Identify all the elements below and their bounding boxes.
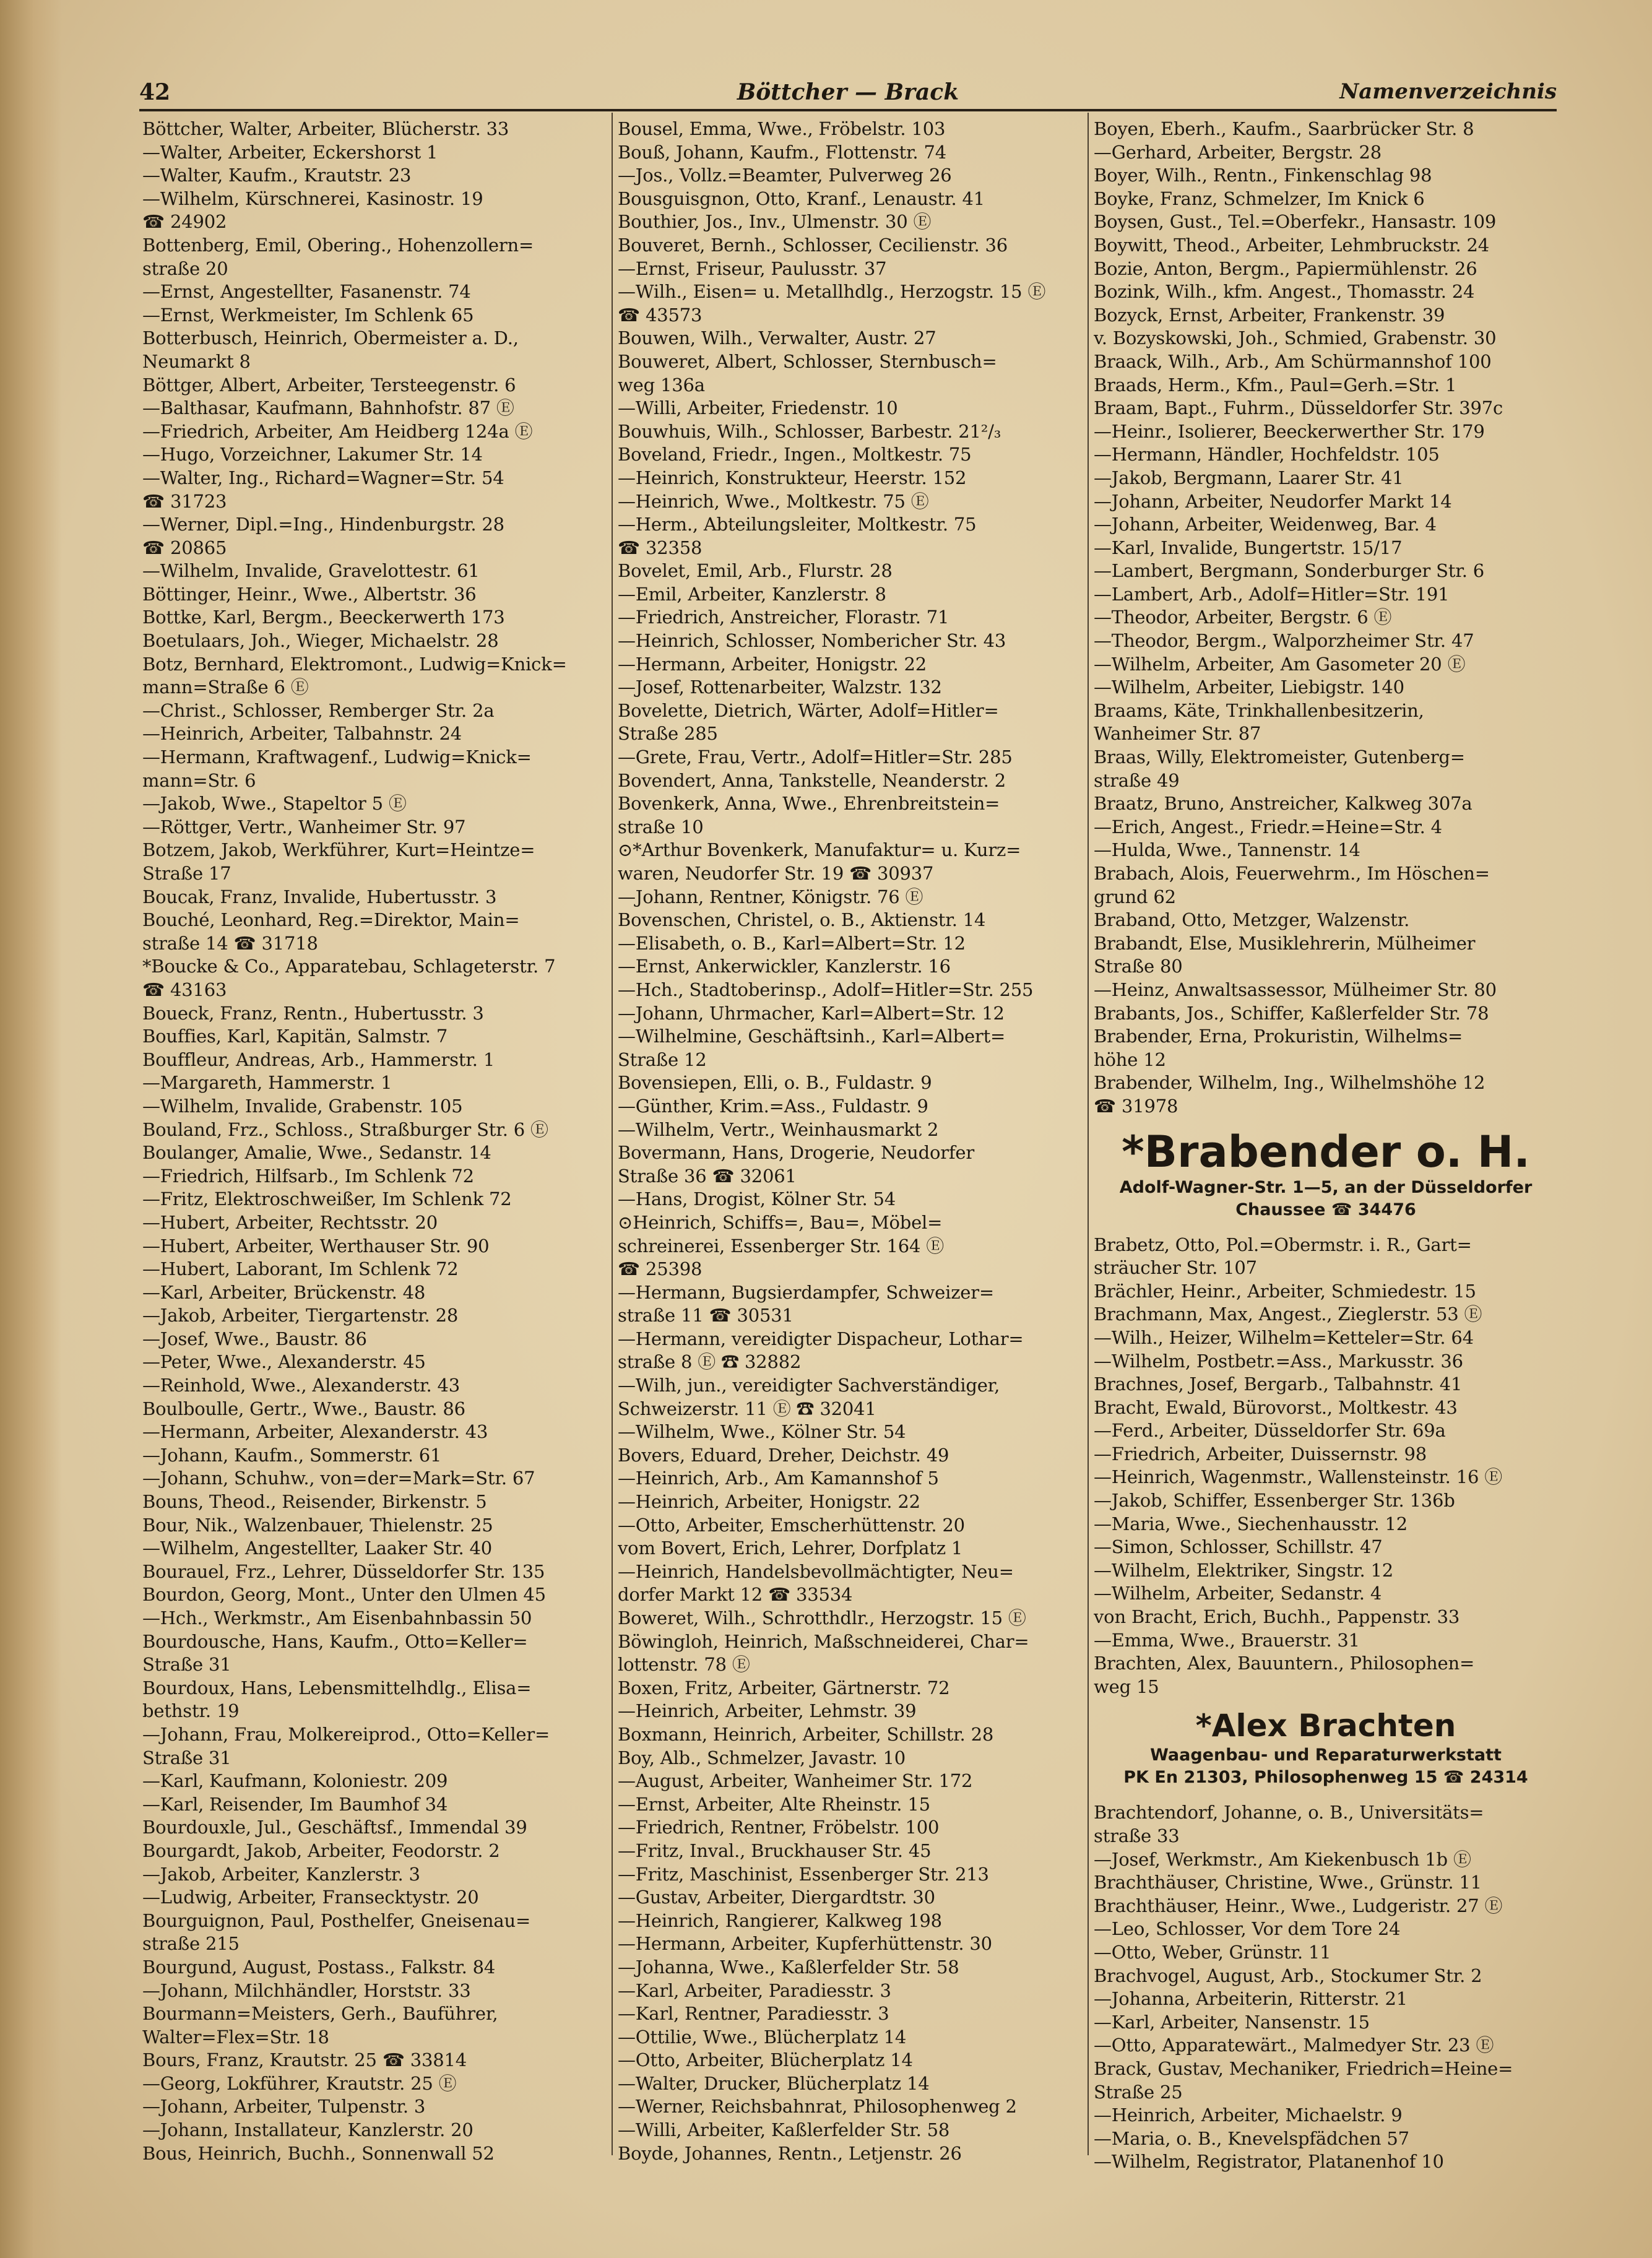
directory-entry: —Hubert, Arbeiter, Rechtsstr. 20	[142, 1211, 438, 1233]
directory-entry: Brabender, Wilhelm, Ing., Wilhelmshöhe 12	[1094, 1072, 1486, 1094]
directory-entry: Bottenberg, Emil, Obering., Hohenzollern=	[142, 234, 534, 256]
directory-entry: ☎ 20865	[142, 537, 227, 558]
directory-entry: —Heinrich, Wagenmstr., Wallensteinstr. 16 Ⓔ	[1094, 1466, 1503, 1488]
directory-entry: —Heinrich, Rangierer, Kalkweg 198	[618, 1910, 942, 1931]
directory-entry: —Grete, Frau, Vertr., Adolf=Hitler=Str. 285	[618, 746, 1013, 768]
directory-entry: —Georg, Lokführer, Krautstr. 25 Ⓔ	[142, 2072, 457, 2094]
entry-list	[618, 118, 1082, 2165]
directory-entry: —Johann, Kaufm., Sommerstr. 61	[142, 1444, 442, 1466]
directory-entry: —Wilhelmine, Geschäftsinh., Karl=Albert=	[618, 1026, 1006, 1047]
directory-entry: —Karl, Kaufmann, Koloniestr. 209	[142, 1770, 448, 1792]
directory-entry: —Josef, Rottenarbeiter, Walzstr. 132	[618, 677, 942, 698]
directory-entry: —Wilhelm, Angestellter, Laaker Str. 40	[142, 1538, 493, 1559]
directory-entry: Boucak, Franz, Invalide, Hubertusstr. 3	[142, 886, 497, 907]
directory-entry: —Johann, Arbeiter, Neudorfer Markt 14	[1094, 490, 1452, 512]
directory-entry: straße 49	[1094, 769, 1180, 791]
directory-entry: —Johann, Arbeiter, Tulpenstr. 3	[142, 2096, 426, 2117]
directory-entry: Braas, Willy, Elektromeister, Gutenberg=	[1094, 746, 1465, 768]
directory-entry: —Otto, Arbeiter, Blücherplatz 14	[618, 2049, 913, 2071]
directory-entry: —Friedrich, Anstreicher, Florastr. 71	[618, 607, 949, 628]
directory-entry: —Heinrich, Wwe., Moltkestr. 75 Ⓔ	[618, 490, 929, 512]
directory-entry: straße 8 Ⓔ ☎ 32882	[618, 1351, 802, 1373]
directory-entry: —Fritz, Elektroschweißer, Im Schlenk 72	[142, 1188, 512, 1210]
directory-entry: Bourguignon, Paul, Posthelfer, Gneisenau=	[142, 1910, 531, 1931]
directory-entry: Straße 80	[1094, 956, 1183, 977]
directory-entry: Bourdoux, Hans, Lebensmittelhdlg., Elisa=	[142, 1677, 532, 1698]
directory-entry: —Karl, Reisender, Im Baumhof 34	[142, 1793, 448, 1815]
directory-entry: Bovensiepen, Elli, o. B., Fuldastr. 9	[618, 1072, 932, 1094]
directory-entry: Bozyck, Ernst, Arbeiter, Frankenstr. 39	[1094, 304, 1445, 326]
directory-entry: —Ernst, Werkmeister, Im Schlenk 65	[142, 304, 474, 326]
ad-company-name: *Alex Brachten	[1195, 1708, 1456, 1744]
directory-entry: —Wilh., Heizer, Wilhelm=Ketteler=Str. 64	[1094, 1326, 1474, 1348]
directory-entry: *Boucke & Co., Apparatebau, Schlageterstr. 7	[142, 956, 556, 977]
directory-entry: —Ernst, Arbeiter, Alte Rheinstr. 15	[618, 1793, 930, 1815]
directory-entry: waren, Neudorfer Str. 19 ☎ 30937	[618, 863, 934, 884]
entry-list	[1094, 1234, 1558, 1699]
directory-entry: —Josef, Werkmstr., Am Kiekenbusch 1b Ⓔ	[1094, 1848, 1471, 1870]
directory-entry: Boywitt, Theod., Arbeiter, Lehmbruckstr. 24	[1094, 234, 1490, 256]
ad-address: Chaussee ☎ 34476	[1235, 1200, 1416, 1219]
directory-entry: —Jakob, Schiffer, Essenberger Str. 136b	[1094, 1490, 1455, 1512]
directory-entry: Boyer, Wilh., Rentn., Finkenschlag 98	[1094, 165, 1432, 186]
entry-list	[142, 118, 607, 2165]
directory-entry: Bousel, Emma, Wwe., Fröbelstr. 103	[618, 118, 946, 139]
directory-entry: Bouland, Frz., Schloss., Straßburger Str. 6 Ⓔ	[142, 1118, 548, 1140]
directory-entry: —Willi, Arbeiter, Friedenstr. 10	[618, 397, 898, 419]
directory-entry: —Heinr., Isolierer, Beeckerwerther Str. 179	[1094, 420, 1485, 442]
directory-entry: —Hermann, Händler, Hochfeldstr. 105	[1094, 444, 1440, 465]
directory-entry: —Werner, Dipl.=Ing., Hindenburgstr. 28	[142, 514, 504, 535]
directory-entry: —Karl, Arbeiter, Nansenstr. 15	[1094, 2011, 1370, 2033]
directory-entry: Bourdousche, Hans, Kaufm., Otto=Keller=	[142, 1630, 528, 1652]
directory-entry: Boulanger, Amalie, Wwe., Sedanstr. 14	[142, 1142, 491, 1164]
directory-entry: Bouß, Johann, Kaufm., Flottenstr. 74	[618, 141, 946, 163]
directory-entry: Bouché, Leonhard, Reg.=Direktor, Main=	[142, 909, 520, 931]
directory-entry: straße 14 ☎ 31718	[142, 932, 318, 954]
directory-entry: —Karl, Arbeiter, Brückenstr. 48	[142, 1281, 426, 1303]
directory-entry: mann=Straße 6 Ⓔ	[142, 677, 309, 698]
directory-entry: —Heinrich, Arbeiter, Lehmstr. 39	[618, 1700, 917, 1722]
directory-entry: Straße 285	[618, 723, 718, 745]
directory-entry: —Elisabeth, o. B., Karl=Albert=Str. 12	[618, 932, 966, 954]
directory-entry: —Jakob, Wwe., Stapeltor 5 Ⓔ	[142, 793, 407, 815]
entry-list	[1094, 118, 1558, 1118]
directory-entry: Botzem, Jakob, Werkführer, Kurt=Heintze=	[142, 839, 535, 861]
directory-entry: Boweret, Wilh., Schrotthdlr., Herzogstr. 15 Ⓔ	[618, 1607, 1026, 1629]
directory-entry: —Ernst, Ankerwickler, Kanzlerstr. 16	[618, 956, 951, 977]
directory-entry: bethstr. 19	[142, 1700, 240, 1722]
directory-entry: Botterbusch, Heinrich, Obermeister a. D.,	[142, 327, 519, 349]
directory-entry: Bozie, Anton, Bergm., Papiermühlenstr. 26	[1094, 257, 1477, 279]
directory-entry: —Walter, Ing., Richard=Wagner=Str. 54	[142, 467, 504, 488]
column-2	[618, 118, 1082, 2165]
directory-entry: —Wilhelm, Kürschnerei, Kasinostr. 19	[142, 188, 483, 209]
directory-entry: straße 20	[142, 257, 228, 279]
directory-entry: Bourdon, Georg, Mont., Unter den Ulmen 45	[142, 1584, 546, 1606]
directory-entry: —Wilhelm, Elektriker, Singstr. 12	[1094, 1559, 1394, 1581]
directory-entry: —Ferd., Arbeiter, Düsseldorfer Str. 69a	[1094, 1420, 1446, 1442]
directory-entry: —Lambert, Bergmann, Sonderburger Str. 6	[1094, 560, 1484, 582]
directory-entry: —Johanna, Wwe., Kaßlerfelder Str. 58	[618, 1956, 959, 1978]
directory-entry: Bovendert, Anna, Tankstelle, Neanderstr. 2	[618, 769, 1006, 791]
directory-entry: Böwingloh, Heinrich, Maßschneiderei, Char=	[618, 1630, 1029, 1652]
directory-entry: Brabants, Jos., Schiffer, Kaßlerfelder Str. 78	[1094, 1002, 1489, 1024]
directory-entry: —Hermann, Arbeiter, Honigstr. 22	[618, 653, 927, 675]
directory-entry: höhe 12	[1094, 1049, 1166, 1070]
directory-entry: Straße 17	[142, 863, 231, 884]
directory-entry: —Wilhelm, Wwe., Kölner Str. 54	[618, 1421, 906, 1443]
directory-entry: —Johann, Milchhändler, Horststr. 33	[142, 1979, 471, 2001]
directory-entry: —Hch., Werkmstr., Am Eisenbahnbassin 50	[142, 1607, 532, 1629]
directory-entry: Bourauel, Frz., Lehrer, Düsseldorfer Str. 135	[142, 1560, 545, 1582]
directory-entry: —Karl, Rentner, Paradiesstr. 3	[618, 2003, 889, 2025]
directory-entry: —Wilhelm, Vertr., Weinhausmarkt 2	[618, 1118, 939, 1140]
directory-entry: ☎ 43163	[142, 979, 227, 1000]
directory-entry: —Otto, Arbeiter, Emscherhüttenstr. 20	[618, 1514, 965, 1536]
directory-entry: Bovenschen, Christel, o. B., Aktienstr. 14	[618, 909, 986, 931]
directory-entry: —Margareth, Hammerstr. 1	[142, 1072, 392, 1094]
directory-entry: Straße 12	[618, 1049, 707, 1070]
directory-entry: Bourgardt, Jakob, Arbeiter, Feodorstr. 2	[142, 1840, 500, 1861]
directory-entry: Braams, Käte, Trinkhallenbesitzerin,	[1094, 699, 1424, 721]
directory-entry: —Heinrich, Handelsbevollmächtigter, Neu=	[618, 1560, 1014, 1582]
directory-entry: Bourgund, August, Postass., Falkstr. 84	[142, 1956, 496, 1978]
directory-entry: mann=Str. 6	[142, 769, 256, 791]
directory-entry: Schweizerstr. 11 Ⓔ ☎ 32041	[618, 1398, 876, 1419]
directory-entry: —Hermann, Kraftwagenf., Ludwig=Knick=	[142, 746, 532, 768]
directory-entry: —Ernst, Friseur, Paulusstr. 37	[618, 257, 887, 279]
directory-entry: Bovermann, Hans, Drogerie, Neudorfer	[618, 1142, 975, 1164]
directory-entry: —Johann, Arbeiter, Weidenweg, Bar. 4	[1094, 514, 1437, 535]
directory-entry: —Jakob, Arbeiter, Tiergartenstr. 28	[142, 1305, 459, 1326]
directory-entry: —Hch., Stadtoberinsp., Adolf=Hitler=Str. 255	[618, 979, 1034, 1000]
directory-entry: Bouwen, Wilh., Verwalter, Austr. 27	[618, 327, 936, 349]
directory-entry: lottenstr. 78 Ⓔ	[618, 1654, 750, 1676]
advertisement-brabender	[1094, 1127, 1558, 1221]
directory-entry: —Hermann, Bugsierdampfer, Schweizer=	[618, 1281, 995, 1303]
directory-entry: —Theodor, Bergm., Walporzheimer Str. 47	[1094, 630, 1474, 652]
directory-entry: —Johann, Installateur, Kanzlerstr. 20	[142, 2119, 474, 2141]
directory-entry: —Heinrich, Arbeiter, Talbahnstr. 24	[142, 723, 462, 745]
column-divider	[1088, 113, 1089, 2155]
directory-entry: —Heinrich, Arbeiter, Honigstr. 22	[618, 1491, 920, 1513]
directory-entry: Brabetz, Otto, Pol.=Obermstr. i. R., Gart=	[1094, 1234, 1472, 1255]
directory-entry: straße 10	[618, 816, 704, 837]
directory-entry: Boulboulle, Gertr., Wwe., Baustr. 86	[142, 1398, 465, 1419]
entry-list	[1094, 1801, 1558, 2174]
directory-entry: —Jakob, Bergmann, Laarer Str. 41	[1094, 467, 1404, 488]
directory-entry: Boveland, Friedr., Ingen., Moltkestr. 75	[618, 444, 972, 465]
directory-entry: Boyen, Eberh., Kaufm., Saarbrücker Str. 8	[1094, 118, 1474, 139]
directory-entry: Bouweret, Albert, Schlosser, Sternbusch=	[618, 350, 997, 372]
directory-entry: —Wilhelm, Invalide, Grabenstr. 105	[142, 1095, 463, 1117]
directory-entry: Brachthäuser, Heinr., Wwe., Ludgeristr. 27 Ⓔ	[1094, 1895, 1503, 1916]
directory-entry: —Jos., Vollz.=Beamter, Pulverweg 26	[618, 165, 952, 186]
ad-address: Adolf-Wagner-Str. 1—5, an der Düsseldorfer	[1119, 1177, 1533, 1197]
directory-entry: Bozink, Wilh., kfm. Angest., Thomasstr. 24	[1094, 281, 1475, 303]
directory-entry: —Christ., Schlosser, Remberger Str. 2a	[142, 699, 495, 721]
directory-entry: —Simon, Schlosser, Schillstr. 47	[1094, 1536, 1383, 1558]
directory-entry: Bottke, Karl, Bergm., Beeckerwerth 173	[142, 607, 505, 628]
directory-entry: Böttcher, Walter, Arbeiter, Blücherstr. 33	[142, 118, 509, 139]
ad-company-name: *Brabender o. H.	[1122, 1126, 1530, 1177]
directory-entry: —Wilh., Eisen= u. Metallhdlg., Herzogstr. 15 Ⓔ	[618, 281, 1046, 303]
directory-entry: —Heinrich, Arbeiter, Michaelstr. 9	[1094, 2104, 1403, 2126]
column-1	[142, 118, 607, 2165]
directory-entry: Boyke, Franz, Schmelzer, Im Knick 6	[1094, 188, 1425, 209]
directory-entry: ☎ 25398	[618, 1258, 703, 1280]
directory-entry: —Ludwig, Arbeiter, Fransecktystr. 20	[142, 1887, 479, 1908]
directory-entry: —Werner, Reichsbahnrat, Philosophenweg 2	[618, 2096, 1017, 2117]
directory-entry: —Josef, Wwe., Baustr. 86	[142, 1328, 367, 1349]
directory-entry: —Wilhelm, Invalide, Gravelottestr. 61	[142, 560, 480, 582]
directory-entry: ☎ 32358	[618, 537, 703, 558]
directory-entry: Brabandt, Else, Musiklehrerin, Mülheimer	[1094, 932, 1476, 954]
directory-entry: —Friedrich, Rentner, Fröbelstr. 100	[618, 1817, 940, 1838]
directory-entry: —Maria, o. B., Knevelspfädchen 57	[1094, 2127, 1409, 2149]
directory-entry: —Johann, Rentner, Königstr. 76 Ⓔ	[618, 886, 923, 907]
directory-entry: Böttinger, Heinr., Wwe., Albertstr. 36	[142, 583, 477, 605]
directory-entry: Bours, Franz, Krautstr. 25 ☎ 33814	[142, 2049, 467, 2071]
directory-entry: Braam, Bapt., Fuhrm., Düsseldorfer Str. 397c	[1094, 397, 1503, 419]
directory-entry: Bourmann=Meisters, Gerh., Bauführer,	[142, 2003, 498, 2025]
directory-entry: Bouveret, Bernh., Schlosser, Cecilienstr. 36	[618, 234, 1008, 256]
directory-entry: ☎ 31723	[142, 490, 227, 512]
directory-entry: Bracht, Ewald, Bürovorst., Moltkestr. 43	[1094, 1396, 1458, 1418]
directory-entry: —Leo, Schlosser, Vor dem Tore 24	[1094, 1918, 1401, 1940]
directory-entry: Bouwhuis, Wilh., Schlosser, Barbestr. 21²/₃	[618, 420, 1001, 442]
directory-entry: Boetulaars, Joh., Wieger, Michaelstr. 28	[142, 630, 499, 652]
directory-entry: —Johanna, Arbeiterin, Ritterstr. 21	[1094, 1988, 1408, 2010]
directory-entry: Böttger, Albert, Arbeiter, Tersteegenstr. 6	[142, 374, 516, 396]
directory-entry: Braatz, Bruno, Anstreicher, Kalkweg 307a	[1094, 793, 1473, 815]
directory-entry: Braband, Otto, Metzger, Walzenstr.	[1094, 909, 1410, 931]
directory-entry: —Walter, Drucker, Blücherplatz 14	[618, 2072, 930, 2094]
directory-entry: —Otto, Weber, Grünstr. 11	[1094, 1941, 1331, 1963]
directory-entry: Straße 36 ☎ 32061	[618, 1165, 797, 1187]
directory-entry: —Johann, Schuhw., von=der=Mark=Str. 67	[142, 1468, 535, 1489]
directory-entry: —Emil, Arbeiter, Kanzlerstr. 8	[618, 583, 886, 605]
directory-entry: Bovelet, Emil, Arb., Flurstr. 28	[618, 560, 893, 582]
directory-entry: —Karl, Arbeiter, Paradiesstr. 3	[618, 1979, 891, 2001]
directory-entry: Brabach, Alois, Feuerwehrm., Im Höschen=	[1094, 863, 1490, 884]
directory-entry: Bouffies, Karl, Kapitän, Salmstr. 7	[142, 1026, 448, 1047]
directory-entry: —Wilhelm, Postbetr.=Ass., Markusstr. 36	[1094, 1350, 1463, 1372]
directory-entry: —Heinrich, Arb., Am Kamannshof 5	[618, 1468, 939, 1489]
directory-entry: —Wilh, jun., vereidigter Sachverständiger,	[618, 1375, 1000, 1396]
directory-entry: —Willi, Arbeiter, Kaßlerfelder Str. 58	[618, 2119, 950, 2141]
directory-entry: —Heinrich, Schlosser, Nombericher Str. 43	[618, 630, 1006, 652]
directory-entry: —Karl, Invalide, Bungertstr. 15/17	[1094, 537, 1403, 558]
directory-entry: —Hermann, vereidigter Dispacheur, Lothar=	[618, 1328, 1024, 1349]
page-binding-edge	[0, 0, 62, 2258]
directory-entry: —Friedrich, Arbeiter, Duissernstr. 98	[1094, 1443, 1427, 1464]
column-divider	[612, 113, 613, 2155]
directory-entry: ☎ 31978	[1094, 1095, 1178, 1117]
directory-entry: —Wilhelm, Arbeiter, Am Gasometer 20 Ⓔ	[1094, 653, 1466, 675]
directory-entry: —Lambert, Arb., Adolf=Hitler=Str. 191	[1094, 583, 1450, 605]
directory-entry: Bouffleur, Andreas, Arb., Hammerstr. 1	[142, 1049, 495, 1070]
directory-entry: —Friedrich, Hilfsarb., Im Schlenk 72	[142, 1165, 474, 1187]
directory-entry: sträucher Str. 107	[1094, 1257, 1257, 1279]
directory-entry: Bour, Nik., Walzenbauer, Thielenstr. 25	[142, 1514, 493, 1536]
directory-entry: —Hermann, Arbeiter, Alexanderstr. 43	[142, 1421, 488, 1443]
directory-entry: straße 11 ☎ 30531	[618, 1305, 794, 1326]
directory-entry: ☎ 24902	[142, 211, 227, 233]
directory-entry: Brachtendorf, Johanne, o. B., Universitäts=	[1094, 1802, 1484, 1823]
directory-entry: weg 136a	[618, 374, 705, 396]
directory-entry: Boxmann, Heinrich, Arbeiter, Schillstr. 28	[618, 1723, 994, 1745]
ad-address: PK En 21303, Philosophenweg 15 ☎ 24314	[1123, 1768, 1528, 1788]
directory-entry: Bouthier, Jos., Inv., Ulmenstr. 30 Ⓔ	[618, 211, 932, 233]
directory-entry: Brachthäuser, Christine, Wwe., Grünstr. 11	[1094, 1872, 1482, 1893]
directory-entry: —Otto, Apparatewärt., Malmedyer Str. 23 Ⓔ	[1094, 2035, 1494, 2056]
directory-entry: Bourdouxle, Jul., Geschäftsf., Immendal 39	[142, 1817, 527, 1838]
directory-entry: Boy, Alb., Schmelzer, Javastr. 10	[618, 1747, 906, 1768]
directory-entry: —Reinhold, Wwe., Alexanderstr. 43	[142, 1375, 461, 1396]
directory-entry: Brächler, Heinr., Arbeiter, Schmiedestr. 15	[1094, 1280, 1476, 1302]
directory-entry: —Herm., Abteilungsleiter, Moltkestr. 75	[618, 514, 977, 535]
header-rule	[139, 109, 1557, 111]
directory-entry: —Hans, Drogist, Kölner Str. 54	[618, 1188, 896, 1210]
directory-entry: —Hubert, Arbeiter, Werthauser Str. 90	[142, 1235, 490, 1257]
directory-entry: weg 15	[1094, 1676, 1159, 1697]
ad-description: Waagenbau- und Reparaturwerkstatt	[1150, 1745, 1502, 1765]
directory-entry: Bouns, Theod., Reisender, Birkenstr. 5	[142, 1491, 487, 1513]
directory-entry: schreinerei, Essenberger Str. 164 Ⓔ	[618, 1235, 945, 1257]
directory-entry: —Friedrich, Arbeiter, Am Heidberg 124a Ⓔ	[142, 420, 533, 442]
directory-entry: Brack, Gustav, Mechaniker, Friedrich=Heine=	[1094, 2057, 1513, 2079]
directory-entry: —Walter, Kaufm., Krautstr. 23	[142, 165, 412, 186]
directory-entry: Braack, Wilh., Arb., Am Schürmannshof 100	[1094, 350, 1492, 372]
directory-entry: dorfer Markt 12 ☎ 33534	[618, 1584, 853, 1606]
directory-entry: straße 33	[1094, 1825, 1180, 1846]
directory-entry: Bovenkerk, Anna, Wwe., Ehrenbreitstein=	[618, 793, 1000, 815]
section-title: Namenverzeichnis	[1339, 79, 1557, 104]
directory-entry: ⊙*Arthur Bovenkerk, Manufaktur= u. Kurz=	[618, 839, 1021, 861]
directory-entry: Straße 25	[1094, 2081, 1183, 2103]
directory-entry: grund 62	[1094, 886, 1176, 907]
directory-entry: —Gerhard, Arbeiter, Bergstr. 28	[1094, 141, 1382, 163]
directory-entry: —Gustav, Arbeiter, Diergardtstr. 30	[618, 1887, 935, 1908]
directory-entry: Brachmann, Max, Angest., Zieglerstr. 53 Ⓔ	[1094, 1304, 1482, 1325]
directory-entry: Brachnes, Josef, Bergarb., Talbahnstr. 41	[1094, 1373, 1463, 1395]
directory-entry: —Fritz, Maschinist, Essenberger Str. 213	[618, 1863, 989, 1885]
directory-entry: —Wilhelm, Registrator, Platanenhof 10	[1094, 2151, 1444, 2173]
column-3	[1094, 118, 1558, 2174]
directory-entry: Boysen, Gust., Tel.=Oberfekr., Hansastr. 109	[1094, 211, 1497, 233]
directory-entry: Braads, Herm., Kfm., Paul=Gerh.=Str. 1	[1094, 374, 1457, 396]
directory-entry: —Theodor, Arbeiter, Bergstr. 6 Ⓔ	[1094, 607, 1392, 628]
directory-entry: —Peter, Wwe., Alexanderstr. 45	[142, 1351, 426, 1373]
directory-entry: Boueck, Franz, Rentn., Hubertusstr. 3	[142, 1002, 484, 1024]
directory-entry: —Emma, Wwe., Brauerstr. 31	[1094, 1629, 1360, 1651]
directory-entry: Bousguisgnon, Otto, Kranf., Lenaustr. 41	[618, 188, 985, 209]
directory-entry: —Jakob, Arbeiter, Kanzlerstr. 3	[142, 1863, 420, 1885]
directory-entry: —Erich, Angest., Friedr.=Heine=Str. 4	[1094, 816, 1442, 837]
directory-entry: —Günther, Krim.=Ass., Fuldastr. 9	[618, 1095, 928, 1117]
directory-entry: ⊙Heinrich, Schiffs=, Bau=, Möbel=	[618, 1211, 943, 1233]
directory-entry: Boxen, Fritz, Arbeiter, Gärtnerstr. 72	[618, 1677, 950, 1698]
directory-entry: Wanheimer Str. 87	[1094, 723, 1261, 745]
directory-entry: —Wilhelm, Arbeiter, Liebigstr. 140	[1094, 677, 1404, 698]
directory-entry: v. Bozyskowski, Joh., Schmied, Grabenstr. 30	[1094, 327, 1497, 349]
directory-entry: —Ottilie, Wwe., Blücherplatz 14	[618, 2026, 907, 2048]
directory-entry: vom Bovert, Erich, Lehrer, Dorfplatz 1	[618, 1538, 963, 1559]
directory-entry: Botz, Bernhard, Elektromont., Ludwig=Knick=	[142, 653, 567, 675]
directory-entry: —Balthasar, Kaufmann, Bahnhofstr. 87 Ⓔ	[142, 397, 514, 419]
directory-entry: Brachten, Alex, Bauuntern., Philosophen=	[1094, 1653, 1475, 1674]
directory-entry: Neumarkt 8	[142, 350, 251, 372]
directory-entry: —Maria, Wwe., Siechenhausstr. 12	[1094, 1513, 1408, 1534]
directory-entry: —Hulda, Wwe., Tannenstr. 14	[1094, 839, 1360, 861]
directory-entry: —Wilhelm, Arbeiter, Sedanstr. 4	[1094, 1583, 1382, 1604]
directory-entry: Walter=Flex=Str. 18	[142, 2026, 329, 2048]
advertisement-brachten	[1094, 1707, 1558, 1789]
directory-entry: —Hubert, Laborant, Im Schlenk 72	[142, 1258, 459, 1280]
directory-entry: —Johann, Frau, Molkereiprod., Otto=Keller=	[142, 1723, 550, 1745]
directory-entry: —Ernst, Angestellter, Fasanenstr. 74	[142, 281, 471, 303]
directory-entry: —Röttger, Vertr., Wanheimer Str. 97	[142, 816, 466, 837]
directory-entry: Brachvogel, August, Arb., Stockumer Str. 2	[1094, 1965, 1482, 1986]
directory-entry: Bous, Heinrich, Buchh., Sonnenwall 52	[142, 2142, 495, 2164]
directory-entry: Bovelette, Dietrich, Wärter, Adolf=Hitler=	[618, 699, 999, 721]
running-head: Böttcher — Brack	[737, 79, 959, 105]
directory-entry: Straße 31	[142, 1654, 231, 1676]
directory-entry: —Walter, Arbeiter, Eckershorst 1	[142, 141, 438, 163]
directory-entry: —Hugo, Vorzeichner, Lakumer Str. 14	[142, 444, 483, 465]
directory-entry: —August, Arbeiter, Wanheimer Str. 172	[618, 1770, 973, 1792]
page-number: 42	[139, 79, 171, 105]
directory-entry: Boyde, Johannes, Rentn., Letjenstr. 26	[618, 2142, 962, 2164]
directory-entry: ☎ 43573	[618, 304, 703, 326]
directory-entry: Straße 31	[142, 1747, 231, 1768]
directory-entry: —Heinz, Anwaltsassessor, Mülheimer Str. 80	[1094, 979, 1497, 1000]
directory-entry: —Hermann, Arbeiter, Kupferhüttenstr. 30	[618, 1933, 992, 1955]
directory-entry: straße 215	[142, 1933, 240, 1955]
directory-entry: —Fritz, Inval., Bruckhauser Str. 45	[618, 1840, 932, 1861]
directory-entry: —Johann, Uhrmacher, Karl=Albert=Str. 12	[618, 1002, 1005, 1024]
directory-entry: Bovers, Eduard, Dreher, Deichstr. 49	[618, 1444, 949, 1466]
directory-entry: von Bracht, Erich, Buchh., Pappenstr. 33	[1094, 1606, 1460, 1628]
directory-entry: —Heinrich, Konstrukteur, Heerstr. 152	[618, 467, 967, 488]
directory-entry: Brabender, Erna, Prokuristin, Wilhelms=	[1094, 1026, 1463, 1047]
